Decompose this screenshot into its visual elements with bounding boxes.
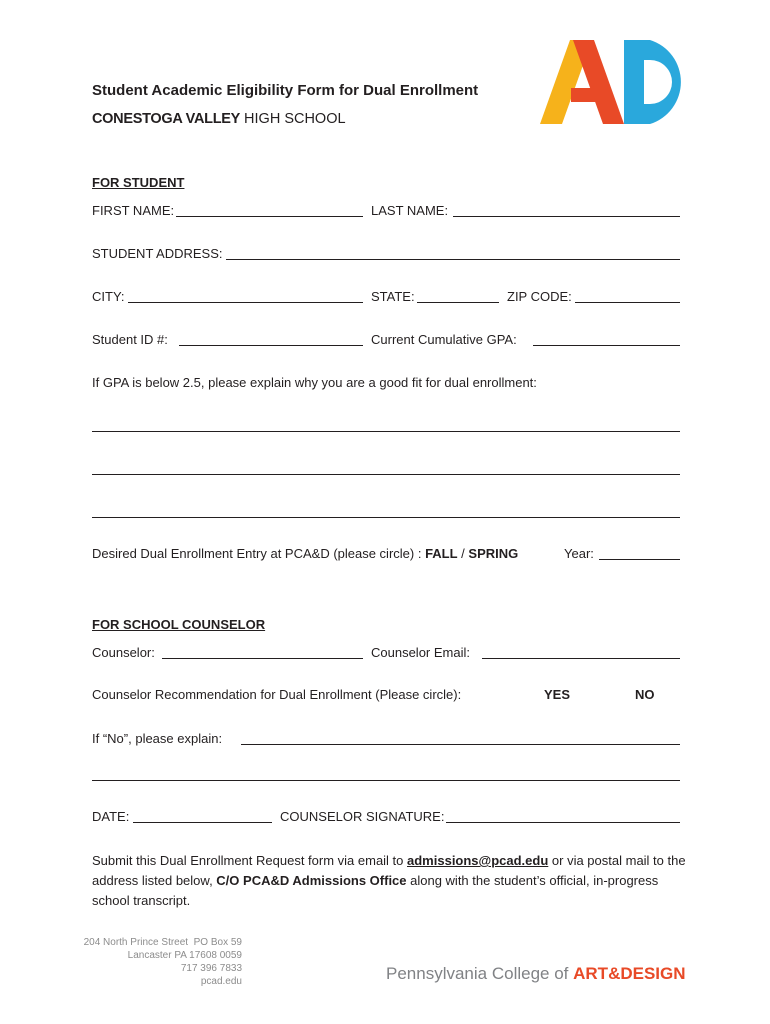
logo-a-crossbar bbox=[571, 88, 611, 102]
no-option[interactable]: NO bbox=[635, 687, 655, 702]
year-field[interactable] bbox=[599, 559, 680, 560]
zip-code-label: ZIP CODE: bbox=[507, 289, 572, 304]
school-name-bold: CONESTOGA VALLEY bbox=[92, 111, 241, 127]
address-line: pcad.edu bbox=[200, 976, 242, 987]
instructions-text-1: Submit this Dual Enrollment Request form via email to bbox=[92, 853, 408, 868]
college-name-prefix: Pennsylvania College of bbox=[386, 964, 574, 983]
instructions-text-2: or via postal mail to the address listed below, bbox=[92, 853, 686, 888]
gpa-explanation-line[interactable] bbox=[92, 517, 680, 518]
explain-field[interactable] bbox=[241, 744, 680, 745]
recommendation-label: Counselor Recommendation for Dual Enrollment (Please circle): bbox=[92, 687, 462, 702]
date-label: DATE: bbox=[92, 809, 130, 824]
counselor-field[interactable] bbox=[162, 658, 363, 659]
date-field[interactable] bbox=[133, 822, 272, 823]
state-label: STATE: bbox=[371, 289, 415, 304]
student-address-label: STUDENT ADDRESS: bbox=[92, 246, 223, 261]
year-label: Year: bbox=[564, 546, 594, 561]
submission-instructions bbox=[92, 851, 692, 911]
gpa-explanation-line[interactable] bbox=[92, 431, 680, 432]
counselor-email-label: Counselor Email: bbox=[371, 645, 470, 660]
school-name bbox=[92, 111, 346, 127]
counselor-label: Counselor: bbox=[92, 645, 155, 660]
admissions-email-link[interactable]: admissions@pcad.edu bbox=[407, 853, 549, 868]
counselor-section-title: FOR SCHOOL COUNSELOR bbox=[92, 617, 266, 632]
city-field[interactable] bbox=[128, 302, 363, 303]
term-separator: / bbox=[457, 546, 469, 561]
entry-term-label: Desired Dual Enrollment Entry at PCA&D (please circle) : bbox=[92, 546, 426, 561]
first-name-label: FIRST NAME: bbox=[92, 203, 175, 218]
school-name-rest: HIGH SCHOOL bbox=[240, 111, 346, 127]
zip-code-field[interactable] bbox=[575, 302, 680, 303]
student-id-field[interactable] bbox=[179, 345, 363, 346]
signature-label: COUNSELOR SIGNATURE: bbox=[280, 809, 445, 824]
gpa-label: Current Cumulative GPA: bbox=[371, 332, 517, 347]
gpa-field[interactable] bbox=[533, 345, 680, 346]
student-id-label: Student ID #: bbox=[92, 332, 168, 347]
explain-label: If “No”, please explain: bbox=[92, 731, 223, 746]
fall-option[interactable]: FALL bbox=[425, 546, 458, 561]
address-line: Lancaster PA 17608 0059 bbox=[127, 950, 242, 961]
student-section-title: FOR STUDENT bbox=[92, 175, 185, 190]
first-name-field[interactable] bbox=[176, 216, 363, 217]
yes-option[interactable]: YES bbox=[544, 687, 571, 702]
entry-term-row bbox=[92, 546, 518, 561]
gpa-explanation-line[interactable] bbox=[92, 474, 680, 475]
spring-option[interactable]: SPRING bbox=[468, 546, 519, 561]
explain-line[interactable] bbox=[92, 780, 680, 781]
state-field[interactable] bbox=[417, 302, 499, 303]
instructions-text-3: along with the student’s official, in-progress school transcript. bbox=[92, 873, 659, 908]
college-wordmark bbox=[386, 964, 686, 984]
signature-field[interactable] bbox=[446, 822, 680, 823]
footer-address bbox=[80, 936, 242, 988]
last-name-label: LAST NAME: bbox=[371, 203, 449, 218]
city-label: CITY: bbox=[92, 289, 125, 304]
student-address-field[interactable] bbox=[226, 259, 680, 260]
pcad-logo bbox=[538, 36, 700, 128]
address-line: 204 North Prince Street PO Box 59 bbox=[83, 937, 242, 948]
form-title: Student Academic Eligibility Form for Dual Enrollment bbox=[92, 82, 479, 99]
address-line: 717 396 7833 bbox=[180, 963, 242, 974]
counselor-email-field[interactable] bbox=[482, 658, 680, 659]
college-name-art-design: ART&DESIGN bbox=[573, 964, 686, 983]
admissions-office: C/O PCA&D Admissions Office bbox=[216, 873, 407, 888]
gpa-explanation-question: If GPA is below 2.5, please explain why you are a good fit for dual enrollment: bbox=[92, 375, 537, 390]
logo-a-red-stroke bbox=[573, 40, 624, 124]
last-name-field[interactable] bbox=[453, 216, 680, 217]
logo-d-shape bbox=[624, 40, 681, 124]
